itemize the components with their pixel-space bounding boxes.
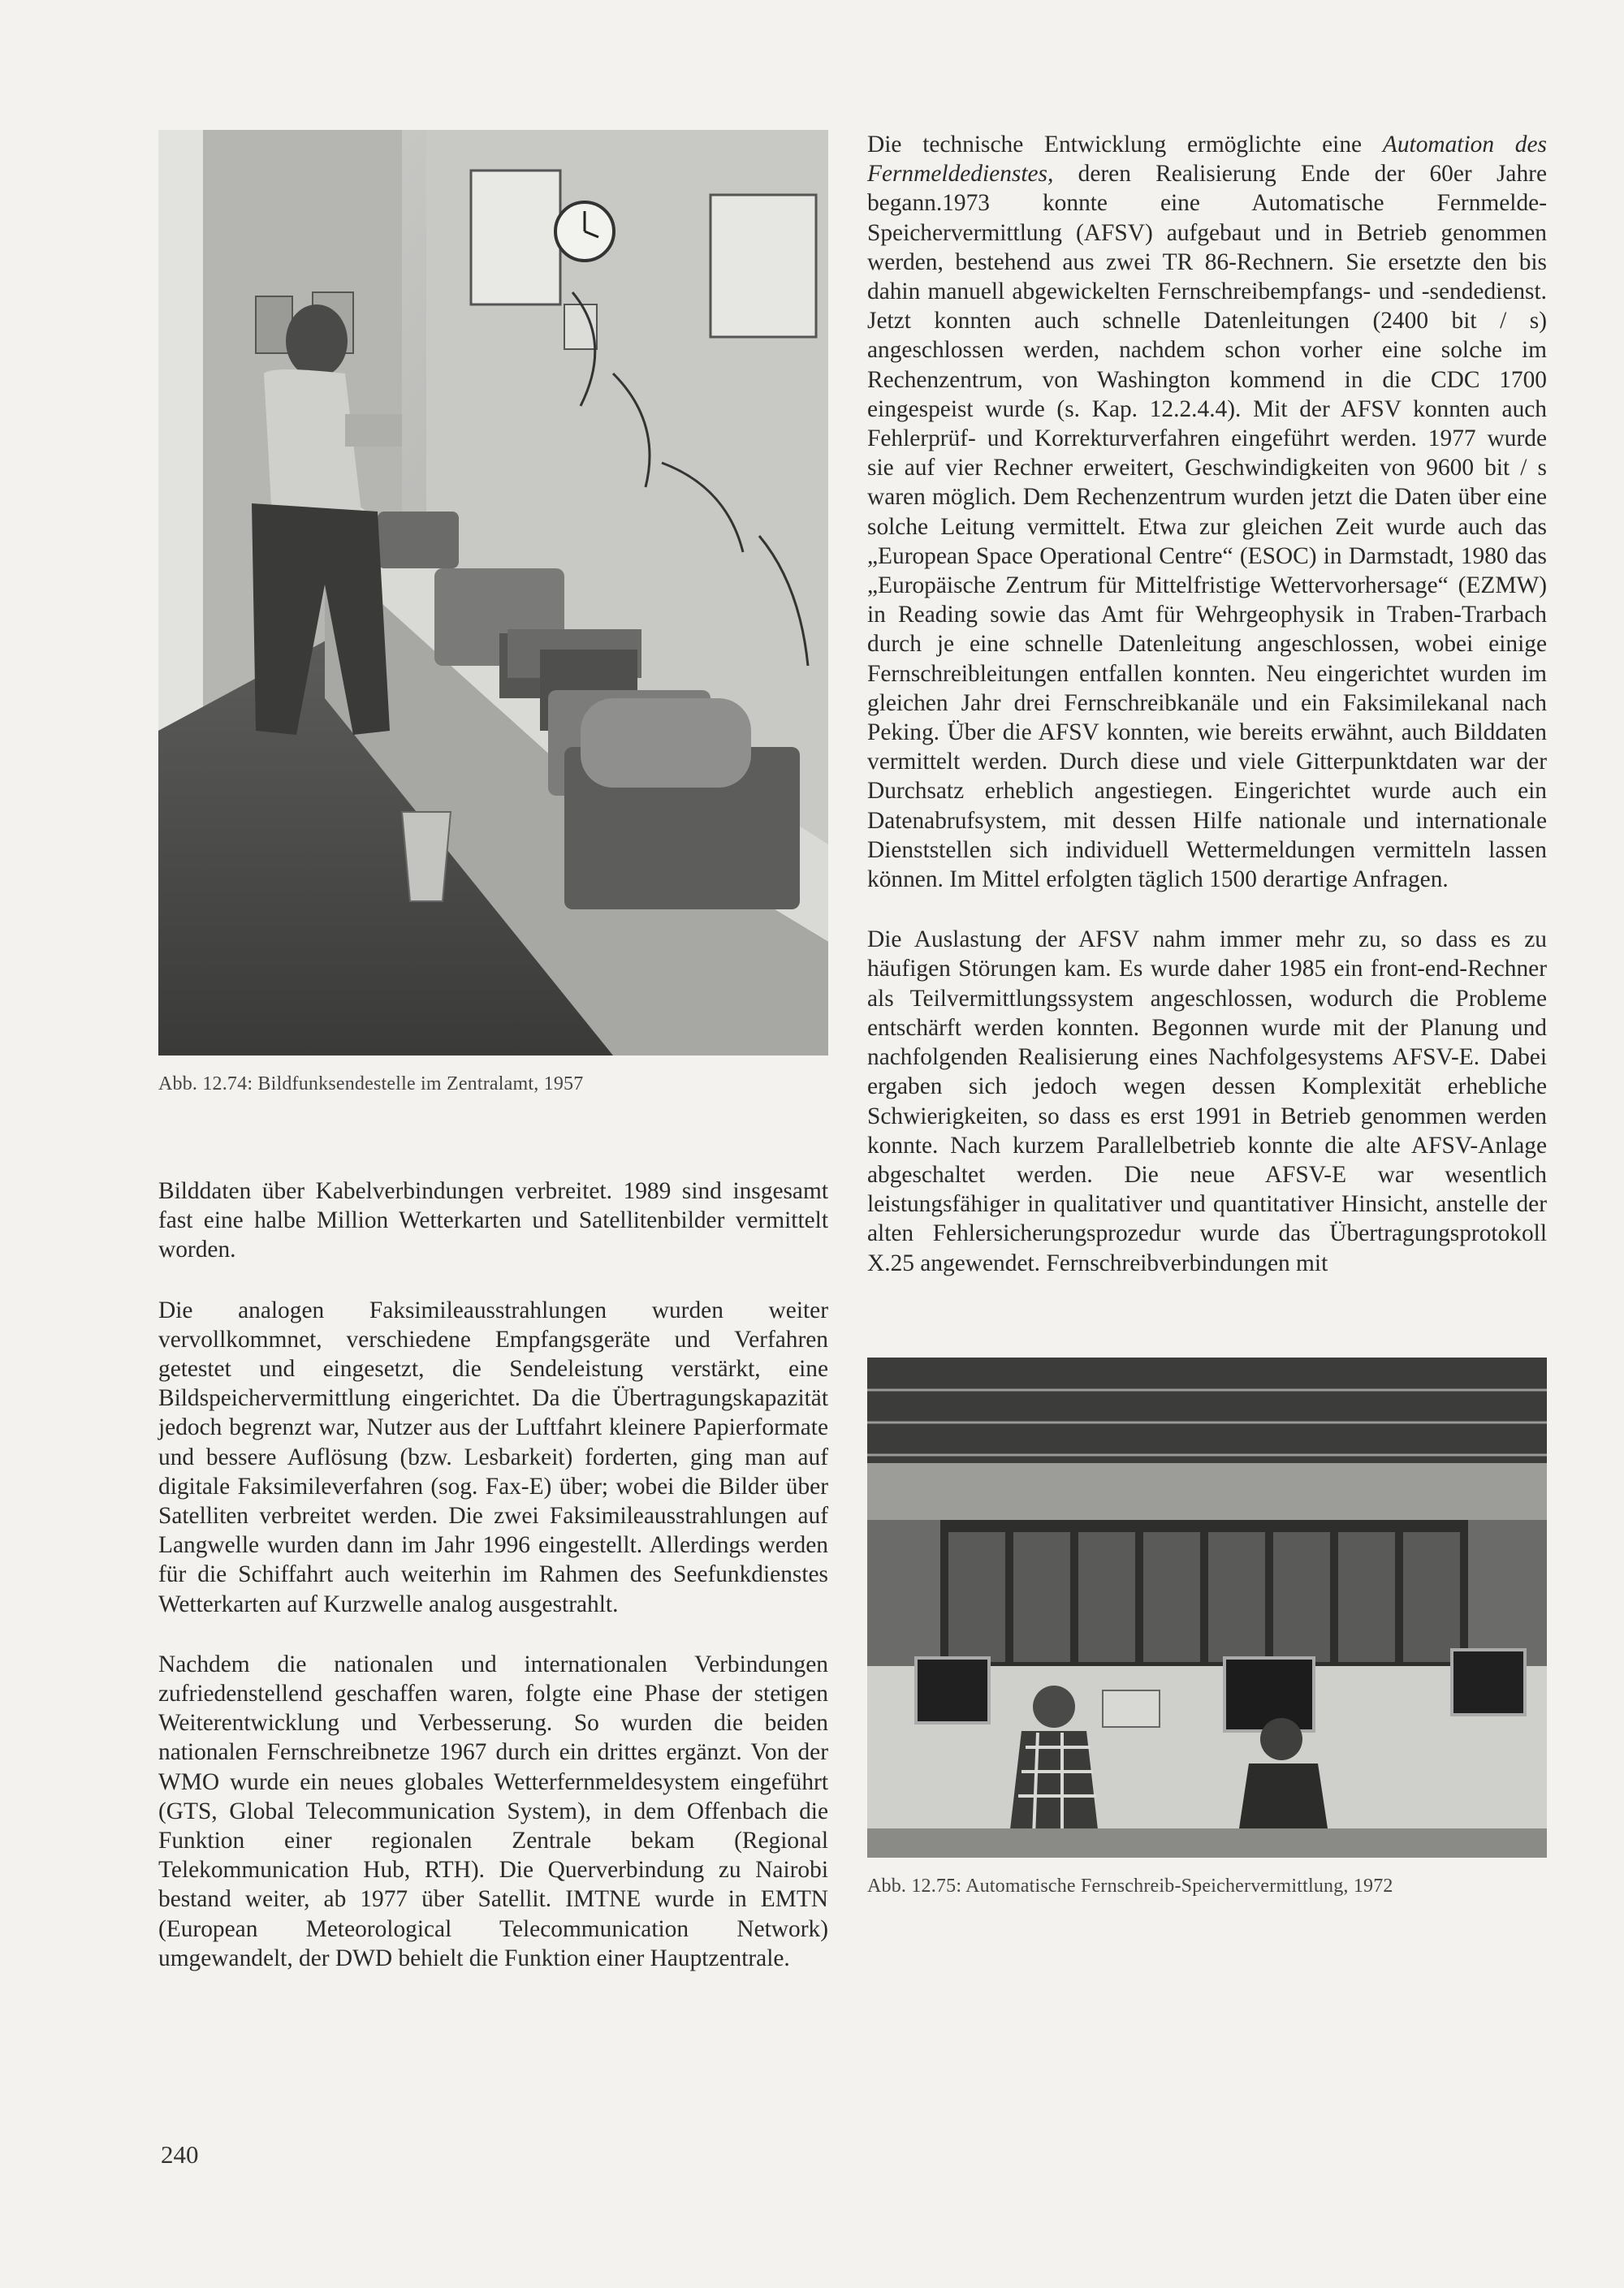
left-paragraph-3: Nachdem die nationalen und internationalen Verbindungen zufriedenstellend geschaffen waren, folgte eine Phase der stetigen Weiterentwicklung und Verbesserung. So wurden die beiden nationalen Fernschreibnetze 1967 durch ein drittes ergänzt. Von der WMO wurde ein neues globales Wetterfernmeldesystem eingeführt (GTS, Global Telecommunication System), in dem Offenbach die Funktion einer regionalen Zentrale bekam (Regional Telekommunication Hub, RTH). Die Querverbindung zu Nairobi bestand weiter, ab 1977 über Satellit. IMTNE wurde in EMTN (European Meteorological Telecommunication Network) umgewandelt, der DWD behielt die Funktion einer Hauptzentrale. [158,1651,828,1971]
right-paragraph-2: Die Auslastung der AFSV nahm immer mehr zu, so dass es zu häufigen Störungen kam. Es wurde daher 1985 ein front-end-Rechner als Teilvermittlungssystem angeschlossen, wodurch die Probleme entschärft werden konnten. Begonnen wurde mit der Planung und nachfolgenden Realisierung eines Nachfolgesystems AFSV-E. Dabei ergaben sich jedoch wegen dessen Komplexität erhebliche Schwierigkeiten, so dass es erst 1991 in Betrieb genommen werden konnte. Nach kurzem Parallelbetrieb konnte die alte AFSV-Anlage abgeschaltet werden. Die neue AFSV-E war wesentlich leistungsfähiger in qualitativer und quantitativer Hinsicht, anstelle der alten Fehlersicherungsprozedur wurde das Übertragungsprotokoll X.25 angewendet. Fernschreibverbindungen mit [867,926,1547,1276]
right-paragraph-1-intro: Die technische Entwicklung ermöglichte eine [867,132,1383,158]
left-column [158,130,828,2004]
photo-afsv-computer-room-1972 [867,1358,1547,1858]
right-column [867,130,1547,1897]
figure-caption-12-74: Abb. 12.74: Bildfunksendestelle im Zentralamt, 1957 [158,1073,584,1094]
figure-caption-12-75: Abb. 12.75: Automatische Fernschreib-Speichervermittlung, 1972 [867,1875,1393,1897]
right-paragraph-1-body: deren Realisierung Ende der 60er Jahre begann.1973 konnte eine Automatische Fernmelde-Speichervermittlung (AFSV) aufgebaut und in Betrieb genommen werden, bestehend aus zwei TR 86-Rechnern. Sie ersetzte den bis dahin manuell abgewickelten Fernschreibempfangs- und -sendedienst. Jetzt konnten auch schnelle Datenleitungen (2400 bit / s) angeschlossen werden, nachdem schon vorher eine solche im Rechenzentrum, von Washington kommend in die CDC 1700 eingespeist wurde (s. Kap. 12.2.4.4). Mit der AFSV konnten auch Fehlerprüf- und Korrekturverfahren eingeführt werden. 1977 wurde sie auf vier Rechner erweitert, Geschwindigkeiten von 9600 bit / s waren möglich. Dem Rechenzentrum wurden jetzt die Daten über eine solche Leitung vermittelt. Etwa zur gleichen Zeit wurde auch das „European Space Operational Centre“ (ESOC) in Darmstadt, 1980 das „Europäische Zentrum für Mittelfristige Wettervorhersage“ (EZMW) in Reading sowie das Amt für Wehrgeophysik in Traben-Trarbach durch je eine schnelle Datenleitung angeschlossen, wobei einige Fernschreibleitungen entfallen konnten. Neu eingerichtet wurden im gleichen Jahr drei Fernschreibkanäle und ein Faksimilekanal nach Peking. Über die AFSV konnten, wie bereits erwähnt, auch Bilddaten vermittelt werden. Durch diese und viele Gitterpunktdaten war der Durchsatz erheblich angestiegen. Eingerichtet wurde auch ein Datenabrufsystem, mit dessen Hilfe nationale und internationale Dienststellen sich individuell Wettermeldungen vermitteln lassen können. Im Mittel erfolgten täglich 1500 derartige Anfragen. [867,161,1547,893]
right-paragraph-1-emphasis: Automation des Fernmeldedienstes, [867,132,1547,188]
photo-computer-room-illustration [867,1358,1547,1858]
photo-radio-fax-station-illustration [158,130,828,1056]
page-number: 240 [161,2140,199,2169]
photo-radio-fax-station-1957 [158,130,828,1056]
left-paragraph-2: Die analogen Faksimileausstrahlungen wurden weiter vervollkommnet, verschiedene Empfangsgeräte und Verfahren getestet und eingesetzt, die Sendeleistung verstärkt, eine Bildspeichervermittlung eingerichtet. Da die Übertragungskapazität jedoch begrenzt war, Nutzer aus der Luftfahrt kleinere Papierformate und bessere Auflösung (bzw. Lesbarkeit) forderten, ging man auf digitale Faksimileverfahren (sog. Fax-E) über; wobei die Bilder über Satelliten verbreitet werden. Die zwei Faksimileausstrahlungen auf Langwelle wurden dann im Jahr 1996 eingestellt. Allerdings werden für die Schiffahrt auch weiterhin im Rahmen des Seefunkdienstes Wetterkarten auf Kurzwelle analog ausgestrahlt. [158,1297,828,1617]
right-paragraph-1 [867,130,1547,894]
left-paragraph-1: Bilddaten über Kabelverbindungen verbreitet. 1989 sind insgesamt fast eine halbe Million Wetterkarten und Satellitenbilder vermittelt worden. [158,1178,828,1263]
